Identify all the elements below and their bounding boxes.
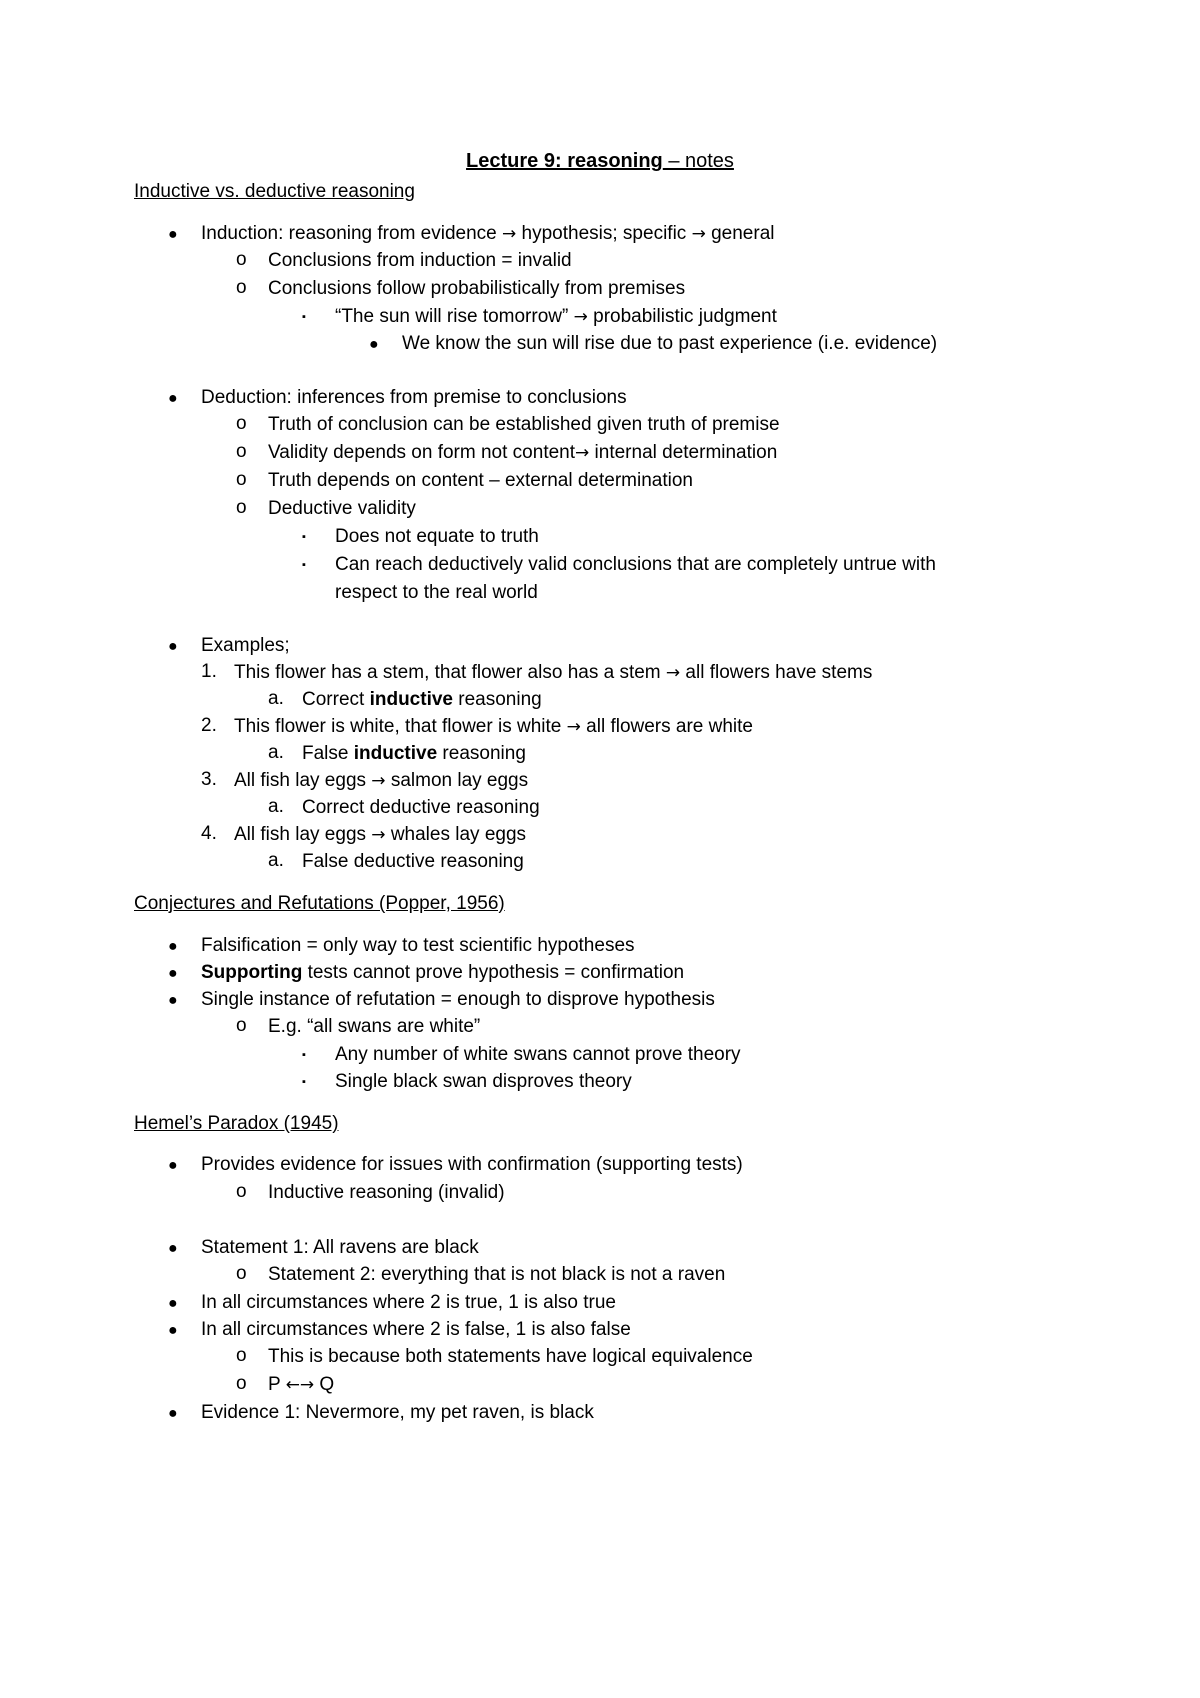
list-item: Deductive validity	[268, 498, 416, 519]
list-item: Single black swan disproves theory	[335, 1071, 632, 1092]
list-item: We know the sun will rise due to past experience (i.e. evidence)	[402, 333, 938, 354]
circle-bullet-icon: o	[236, 497, 247, 518]
list-item: False inductive reasoning	[302, 743, 526, 764]
list-item: Deduction: inferences from premise to conclusions	[201, 387, 627, 408]
list-item: Validity depends on form not content→ internal determination	[268, 442, 778, 463]
arrow-right-icon: →	[299, 1375, 315, 1395]
arrow-right-icon: →	[566, 717, 581, 737]
list-item: Truth depends on content – external determination	[268, 470, 693, 491]
list-item: This flower has a stem, that flower also has a stem → all flowers have stems	[234, 662, 873, 683]
list-item: Inductive reasoning (invalid)	[268, 1182, 505, 1203]
circle-bullet-icon: o	[236, 277, 247, 298]
bullet-icon: ●	[168, 1157, 178, 1174]
list-item: Induction: reasoning from evidence → hypothesis; specific → general	[201, 223, 775, 244]
list-item: Supporting tests cannot prove hypothesis = confirmation	[201, 962, 685, 983]
list-item: Correct deductive reasoning	[302, 797, 540, 818]
bullet-icon: ●	[168, 1295, 178, 1312]
letter-marker: a.	[268, 796, 284, 817]
arrow-right-icon: →	[691, 224, 706, 244]
list-item: Statement 1: All ravens are black	[201, 1237, 479, 1258]
arrow-right-icon: →	[502, 224, 517, 244]
list-item: All fish lay eggs → salmon lay eggs	[234, 770, 529, 791]
list-item: Conclusions follow probabilistically from premises	[268, 278, 686, 299]
number-marker: 1.	[201, 661, 217, 682]
square-bullet-icon: ▪	[302, 1049, 306, 1061]
section-heading-popper: Conjectures and Refutations (Popper, 1956)	[134, 893, 505, 914]
circle-bullet-icon: o	[236, 1345, 247, 1366]
list-item: This is because both statements have logical equivalence	[268, 1346, 753, 1367]
square-bullet-icon: ▪	[302, 559, 306, 571]
square-bullet-icon: ▪	[302, 531, 306, 543]
bullet-icon: ●	[168, 226, 178, 243]
list-item: Evidence 1: Nevermore, my pet raven, is black	[201, 1402, 594, 1423]
letter-marker: a.	[268, 850, 284, 871]
circle-bullet-icon: o	[236, 441, 247, 462]
list-item: False deductive reasoning	[302, 851, 524, 872]
page-title	[0, 149, 1200, 173]
list-item-continuation: respect to the real world	[335, 582, 538, 603]
list-item: E.g. “all swans are white”	[268, 1016, 481, 1037]
list-item: In all circumstances where 2 is false, 1 is also false	[201, 1319, 631, 1340]
square-bullet-icon: ▪	[302, 1076, 306, 1088]
list-item: All fish lay eggs → whales lay eggs	[234, 824, 527, 845]
number-marker: 4.	[201, 823, 217, 844]
bullet-icon: ●	[168, 965, 178, 982]
bullet-icon: ●	[168, 1240, 178, 1257]
bullet-icon: ●	[168, 1405, 178, 1422]
list-item: Does not equate to truth	[335, 526, 539, 547]
letter-marker: a.	[268, 688, 284, 709]
list-item: Can reach deductively valid conclusions that are completely untrue with	[335, 554, 936, 575]
circle-bullet-icon: o	[236, 249, 247, 270]
list-item: Truth of conclusion can be established given truth of premise	[268, 414, 780, 435]
arrow-right-icon: →	[371, 825, 386, 845]
circle-bullet-icon: o	[236, 1015, 247, 1036]
letter-marker: a.	[268, 742, 284, 763]
number-marker: 2.	[201, 715, 217, 736]
list-item: Provides evidence for issues with confirmation (supporting tests)	[201, 1154, 743, 1175]
bullet-icon: ●	[369, 336, 379, 353]
list-item: Any number of white swans cannot prove theory	[335, 1044, 741, 1065]
section-heading-hempel: Hemel’s Paradox (1945)	[134, 1113, 339, 1134]
arrow-right-icon: →	[371, 771, 386, 791]
circle-bullet-icon: o	[236, 469, 247, 490]
title-main: Lecture 9: reasoning	[466, 150, 663, 172]
list-item: Correct inductive reasoning	[302, 689, 542, 710]
bullet-icon: ●	[168, 1322, 178, 1339]
list-item: In all circumstances where 2 is true, 1 is also true	[201, 1292, 617, 1313]
bullet-icon: ●	[168, 638, 178, 655]
bullet-icon: ●	[168, 992, 178, 1009]
bullet-icon: ●	[168, 938, 178, 955]
arrow-left-icon: ←	[285, 1375, 300, 1395]
section-heading-inductive-deductive: Inductive vs. deductive reasoning	[134, 181, 415, 202]
circle-bullet-icon: o	[236, 1181, 247, 1202]
arrow-right-icon: →	[573, 307, 588, 327]
list-item: This flower is white, that flower is white → all flowers are white	[234, 716, 753, 737]
circle-bullet-icon: o	[236, 413, 247, 434]
bullet-icon: ●	[168, 390, 178, 407]
number-marker: 3.	[201, 769, 217, 790]
list-item: P ←→ Q	[268, 1374, 335, 1395]
square-bullet-icon: ▪	[302, 311, 306, 323]
arrow-right-icon: →	[575, 443, 590, 463]
list-item: Statement 2: everything that is not black is not a raven	[268, 1264, 726, 1285]
list-item: “The sun will rise tomorrow” → probabilistic judgment	[335, 306, 777, 327]
title-suffix: – notes	[662, 150, 734, 172]
list-item: Single instance of refutation = enough to disprove hypothesis	[201, 989, 715, 1010]
list-item: Examples;	[201, 635, 290, 656]
list-item: Conclusions from induction = invalid	[268, 250, 572, 271]
arrow-right-icon: →	[665, 663, 681, 683]
circle-bullet-icon: o	[236, 1373, 247, 1394]
list-item: Falsification = only way to test scientific hypotheses	[201, 935, 635, 956]
circle-bullet-icon: o	[236, 1263, 247, 1284]
